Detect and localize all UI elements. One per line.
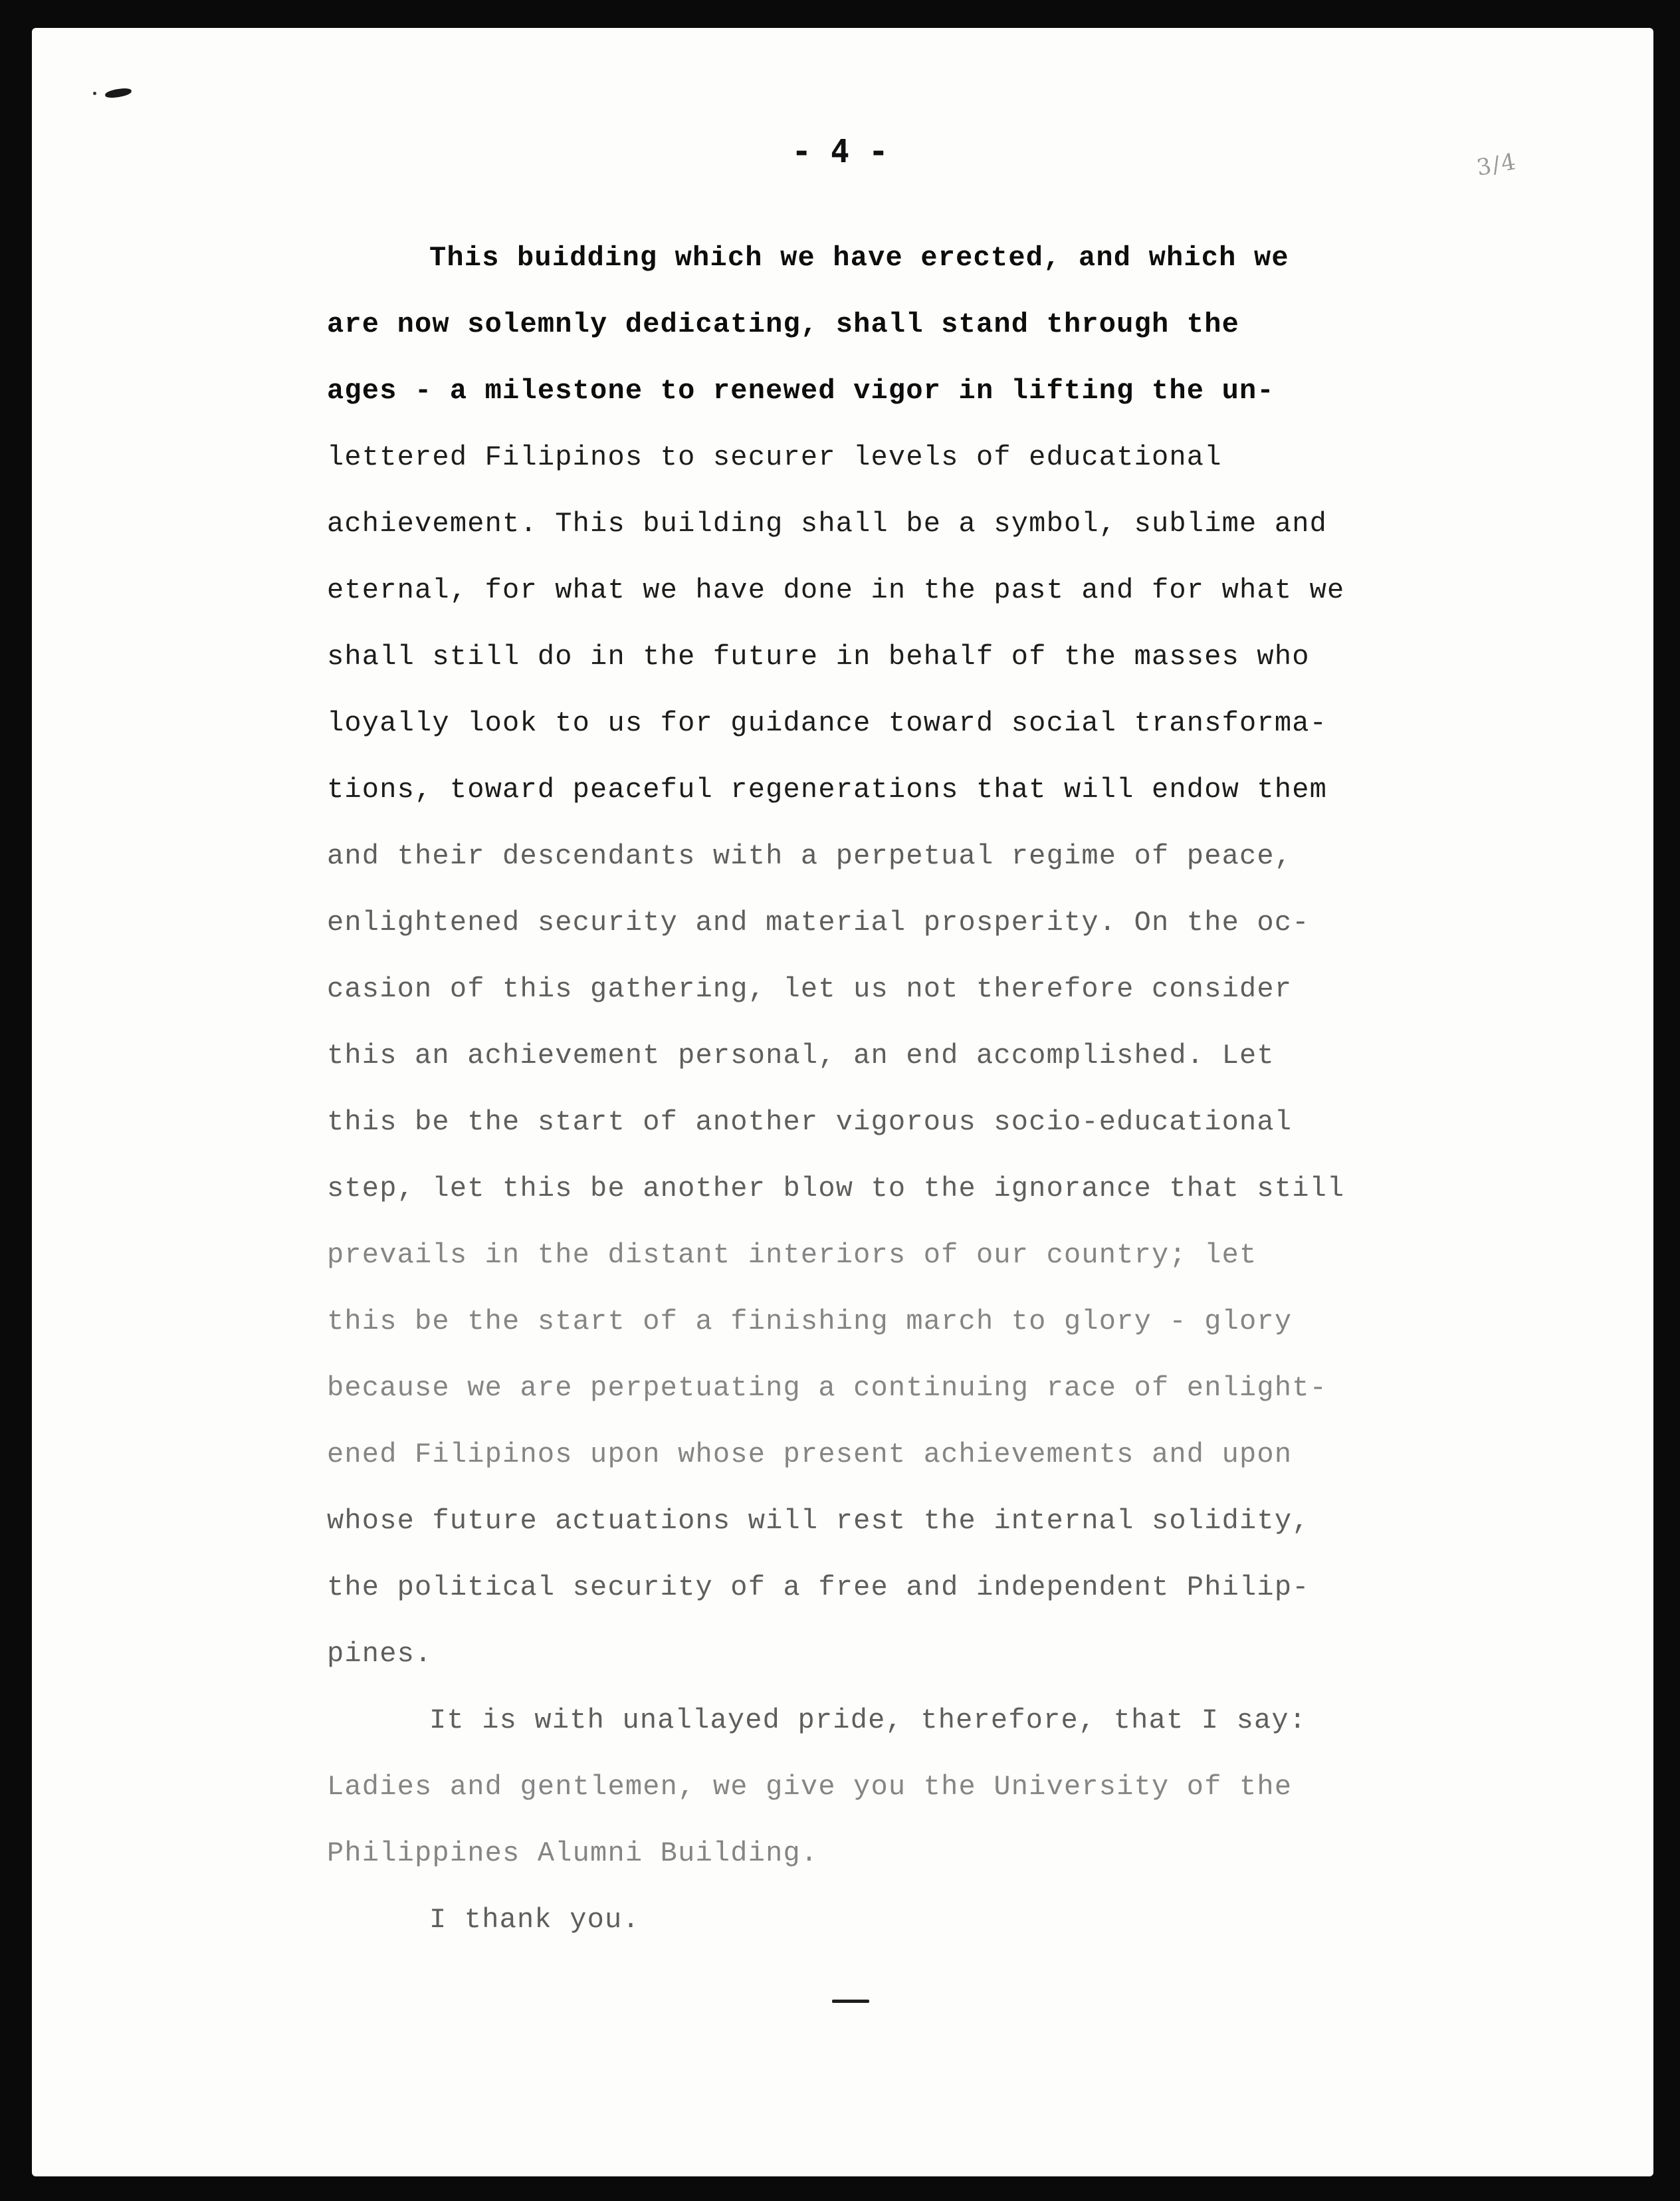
- text-line: prevails in the distant interiors of our country; let: [327, 1239, 1257, 1271]
- text-line: the political security of a free and independent Philip-: [327, 1571, 1310, 1603]
- text-line: this be the start of a finishing march to glory - glory: [327, 1306, 1293, 1337]
- page-number: - 4 -: [791, 133, 889, 170]
- text-line: Ladies and gentlemen, we give you the University of the: [327, 1771, 1293, 1803]
- end-of-text-dash: [832, 2000, 869, 2003]
- text-line: eternal, for what we have done in the past and for what we: [327, 574, 1345, 606]
- text-line: shall still do in the future in behalf of the masses who: [327, 641, 1310, 673]
- text-line: tions, toward peaceful regenerations that will endow them: [327, 774, 1328, 806]
- text-line: ages - a milestone to renewed vigor in lifting the un-: [327, 375, 1275, 407]
- ink-dot: [93, 92, 96, 95]
- text-line: This buidding which we have erected, and which we: [429, 242, 1289, 274]
- text-line: whose future actuations will rest the internal solidity,: [327, 1505, 1310, 1537]
- text-line: lettered Filipinos to securer levels of educational: [327, 441, 1222, 473]
- speech-text: [327, 239, 1543, 1968]
- text-line: ened Filipinos upon whose present achievements and upon: [327, 1439, 1293, 1470]
- text-line: casion of this gathering, let us not therefore consider: [327, 973, 1293, 1005]
- text-line: It is with unallayed pride, therefore, that I say:: [429, 1704, 1307, 1736]
- ink-blob: [104, 87, 132, 98]
- text-line: I thank you.: [429, 1904, 640, 1936]
- text-line: pines.: [327, 1638, 433, 1670]
- text-line: step, let this be another blow to the ignorance that still: [327, 1173, 1345, 1205]
- text-line: enlightened security and material prosperity. On the oc-: [327, 907, 1310, 939]
- text-line: this an achievement personal, an end accomplished. Let: [327, 1040, 1275, 1072]
- text-line: achievement. This building shall be a symbol, sublime and: [327, 508, 1328, 540]
- text-line: because we are perpetuating a continuing race of enlight-: [327, 1372, 1328, 1404]
- text-line: this be the start of another vigorous socio-educational: [327, 1106, 1293, 1138]
- text-line: are now solemnly dedicating, shall stand through the: [327, 308, 1240, 340]
- ink-blot-mark: [93, 88, 136, 100]
- corner-pencil-mark: 3/4: [1474, 148, 1519, 181]
- text-line: Philippines Alumni Building.: [327, 1837, 819, 1869]
- text-line: and their descendants with a perpetual regime of peace,: [327, 840, 1293, 872]
- text-line: loyally look to us for guidance toward social transforma-: [327, 707, 1328, 739]
